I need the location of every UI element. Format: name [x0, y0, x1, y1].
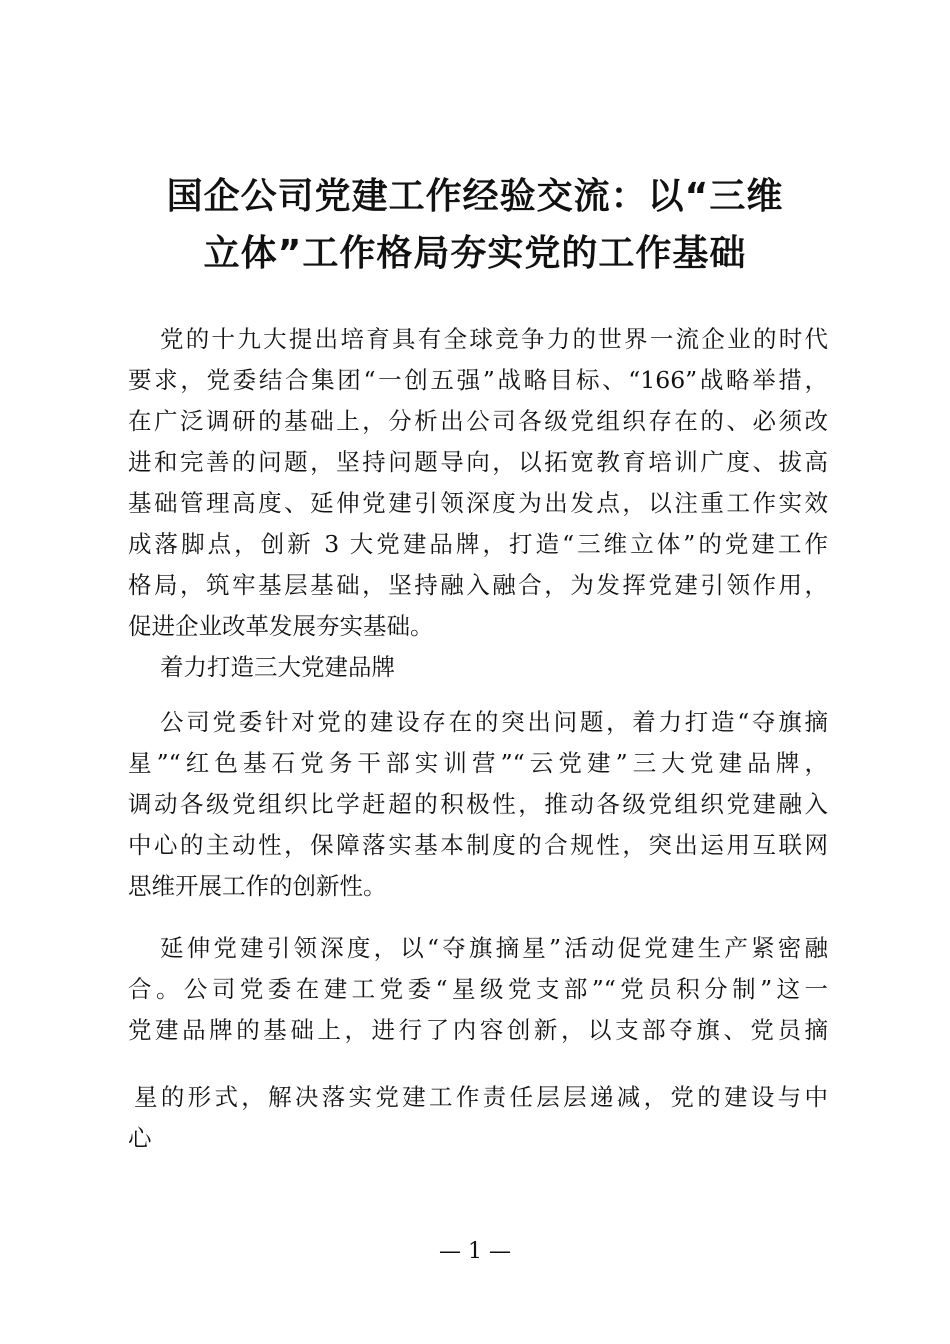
body-line: 合。公司党委在建工党委“星级党支部”“党员积分制”这一 — [128, 975, 828, 1003]
body-line: 格局，筑牢基层基础，坚持融入融合，为发挥党建引领作用， — [128, 571, 828, 599]
body-line: 促进企业改革发展夯实基础。 — [128, 612, 434, 640]
body-line: 星”“红色基石党务干部实训营”“云党建”三大党建品牌， — [128, 749, 828, 777]
body-line: 调动各级党组织比学赶超的积极性，推动各级党组织党建融入 — [128, 790, 828, 818]
body-line: 公司党委针对党的建设存在的突出问题，着力打造“夺旗摘 — [160, 708, 828, 736]
body-line: 思维开展工作的创新性。 — [128, 872, 387, 900]
body-line: 要求，党委结合集团“一创五强”战略目标、“166”战略举措， — [128, 366, 828, 394]
body-line: 进和完善的问题，坚持问题导向，以拓宽教育培训广度、拔高 — [128, 448, 828, 476]
body-line: 基础管理高度、延伸党建引领深度为出发点，以注重工作实效 — [128, 489, 828, 517]
body-line: 中心的主动性，保障落实基本制度的合规性，突出运用互联网 — [128, 831, 828, 859]
body-line: 星的形式，解决落实党建工作责任层层递减，党的建设与中 — [134, 1083, 828, 1111]
body-line: 党的十九大提出培育具有全球竞争力的世界一流企业的时代 — [160, 325, 828, 353]
title-line-2: 立体”工作格局夯实党的工作基础 — [203, 233, 747, 274]
document-title — [100, 168, 850, 282]
title-line-1: 国企公司党建工作经验交流：以“三维 — [166, 176, 784, 217]
page-number: — 1 — — [439, 1239, 511, 1264]
body-line: 延伸党建引领深度，以“夺旗摘星”活动促党建生产紧密融 — [160, 934, 828, 962]
body-line: 党建品牌的基础上，进行了内容创新，以支部夺旗、党员摘 — [128, 1016, 828, 1044]
body-line: 心 — [128, 1124, 152, 1152]
section-heading: 着力打造三大党建品牌 — [160, 653, 395, 681]
body-line: 成落脚点，创新 3 大党建品牌，打造“三维立体”的党建工作 — [128, 530, 828, 558]
body-line: 在广泛调研的基础上，分析出公司各级党组织存在的、必须改 — [128, 407, 828, 435]
